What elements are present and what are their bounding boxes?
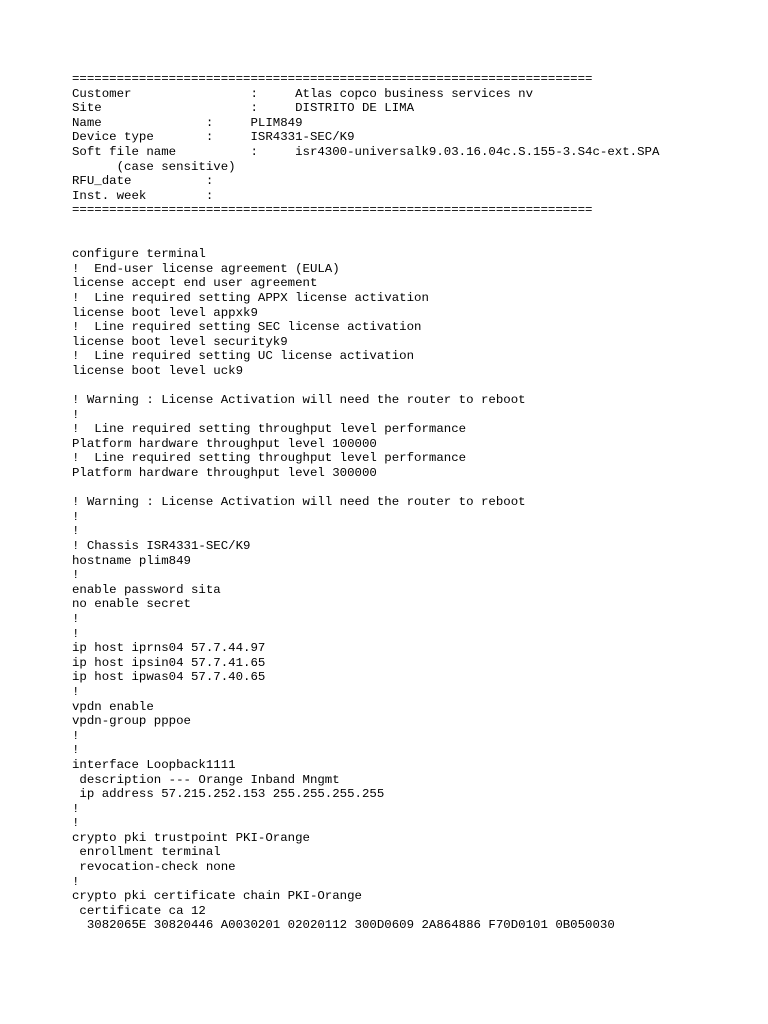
header-name: Name : PLIM849 — [72, 115, 303, 130]
comment-line: ! — [72, 801, 80, 816]
config-line: certificate ca 12 — [72, 903, 206, 918]
config-line: Platform hardware throughput level 100000 — [72, 436, 377, 451]
comment-line: ! — [72, 524, 80, 539]
config-line: ip address 57.215.252.153 255.255.255.255 — [72, 787, 385, 802]
comment-line: ! Line required setting throughput level performance — [72, 422, 467, 437]
config-line: ip host iprns04 57.7.44.97 — [72, 641, 266, 656]
config-line: crypto pki trustpoint PKI-Orange — [72, 830, 310, 845]
certificate-hex-line: 3082065E 30820446 A0030201 02020112 300D0609 2A864886 F70D0101 0B050030 — [72, 918, 615, 933]
comment-line: ! — [72, 611, 80, 626]
header-customer: Customer : Atlas copco business services nv — [72, 86, 534, 101]
header-device-type: Device type : ISR4331-SEC/K9 — [72, 130, 355, 145]
separator-line: ====================================================================== — [72, 203, 593, 218]
header-soft-file-name: Soft file name : isr4300-universalk9.03.16.04c.S.155-3.S4c-ext.SPA — [72, 144, 660, 159]
comment-line: ! — [72, 509, 80, 524]
comment-line: ! Line required setting APPX license activation — [72, 290, 429, 305]
config-line: crypto pki certificate chain PKI-Orange — [72, 889, 362, 904]
comment-line: ! — [72, 816, 80, 831]
comment-line: ! — [72, 626, 80, 641]
comment-line: ! — [72, 728, 80, 743]
config-document — [72, 72, 752, 933]
config-line: ip host ipsin04 57.7.41.65 — [72, 655, 266, 670]
blank-line — [72, 233, 752, 248]
config-line: license boot level securityk9 — [72, 334, 288, 349]
warning-line: ! Warning : License Activation will need the router to reboot — [72, 495, 526, 510]
config-line: vpdn enable — [72, 699, 154, 714]
config-line: configure terminal — [72, 247, 206, 262]
config-line: Platform hardware throughput level 300000 — [72, 466, 377, 481]
header-site: Site : DISTRITO DE LIMA — [72, 101, 415, 116]
config-line: license boot level uck9 — [72, 363, 244, 378]
config-line: license boot level appxk9 — [72, 305, 258, 320]
config-line: vpdn-group pppoe — [72, 714, 191, 729]
config-line: license accept end user agreement — [72, 276, 318, 291]
header-rfu-date: RFU_date : — [72, 174, 214, 189]
config-line: description --- Orange Inband Mngmt — [72, 772, 340, 787]
comment-line: ! Line required setting SEC license activation — [72, 320, 422, 335]
header-inst-week: Inst. week : — [72, 188, 214, 203]
config-line: revocation-check none — [72, 860, 236, 875]
config-line: enrollment terminal — [72, 845, 221, 860]
config-line: hostname plim849 — [72, 553, 191, 568]
config-line: interface Loopback1111 — [72, 757, 236, 772]
config-line: enable password sita — [72, 582, 221, 597]
comment-line: ! Line required setting UC license activation — [72, 349, 415, 364]
warning-line: ! Warning : License Activation will need the router to reboot — [72, 393, 526, 408]
config-line: ip host ipwas04 57.7.40.65 — [72, 670, 266, 685]
comment-line: ! End-user license agreement (EULA) — [72, 261, 340, 276]
comment-line: ! — [72, 874, 80, 889]
blank-line — [72, 481, 752, 496]
comment-line: ! Chassis ISR4331-SEC/K9 — [72, 539, 251, 553]
comment-line: ! — [72, 568, 80, 583]
comment-line: ! — [72, 743, 80, 758]
comment-line: ! — [72, 407, 80, 422]
header-case-note: (case sensitive) — [72, 159, 236, 174]
blank-line — [72, 218, 752, 233]
blank-line — [72, 378, 752, 393]
config-line: no enable secret — [72, 597, 191, 612]
comment-line: ! Line required setting throughput level performance — [72, 451, 467, 466]
comment-line: ! — [72, 684, 80, 699]
separator-line: ====================================================================== — [72, 72, 593, 86]
